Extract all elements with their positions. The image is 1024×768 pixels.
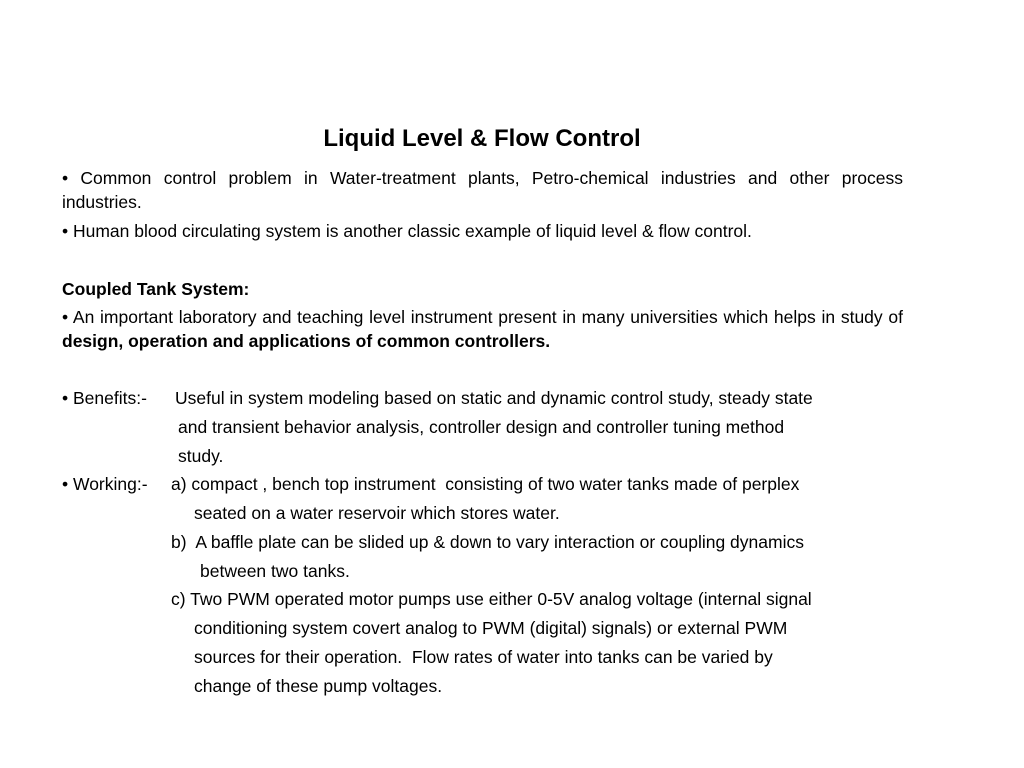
working-line-c3: sources for their operation. Flow rates of water into tanks can be varied by (194, 647, 773, 667)
coupled-tank-description (62, 305, 903, 353)
slide-title: Liquid Level & Flow Control (323, 125, 641, 152)
benefits-line-1: Useful in system modeling based on static and dynamic control study, steady state (175, 388, 813, 408)
coupled-tank-bold-text: design, operation and applications of common controllers. (62, 331, 551, 351)
coupled-tank-text: • An important laboratory and teaching level instrument present in many universities which helps in study of (62, 307, 903, 327)
working-line-b1: b) A baffle plate can be slided up & down to vary interaction or coupling dynamics (171, 532, 804, 552)
benefits-line-2: and transient behavior analysis, controller design and controller tuning method (178, 417, 785, 437)
working-line-a1: a) compact , bench top instrument consisting of two water tanks made of perplex (171, 474, 800, 494)
working-line-b2: between two tanks. (200, 561, 350, 581)
working-line-c1: c) Two PWM operated motor pumps use either 0-5V analog voltage (internal signal (171, 589, 812, 609)
coupled-tank-heading: Coupled Tank System: (62, 279, 250, 299)
intro-bullet-1: • Common control problem in Water-treatment plants, Petro-chemical industries and other process industries. (62, 168, 903, 212)
working-label: • Working:- (62, 474, 148, 494)
benefits-label: • Benefits:- (62, 388, 147, 408)
working-line-c2: conditioning system covert analog to PWM (digital) signals) or external PWM (194, 618, 788, 638)
benefits-line-3: study. (178, 446, 224, 466)
working-line-c4: change of these pump voltages. (194, 676, 443, 696)
working-line-a2: seated on a water reservoir which stores water. (194, 503, 560, 523)
intro-bullet-2: • Human blood circulating system is another classic example of liquid level & flow control. (62, 221, 752, 241)
